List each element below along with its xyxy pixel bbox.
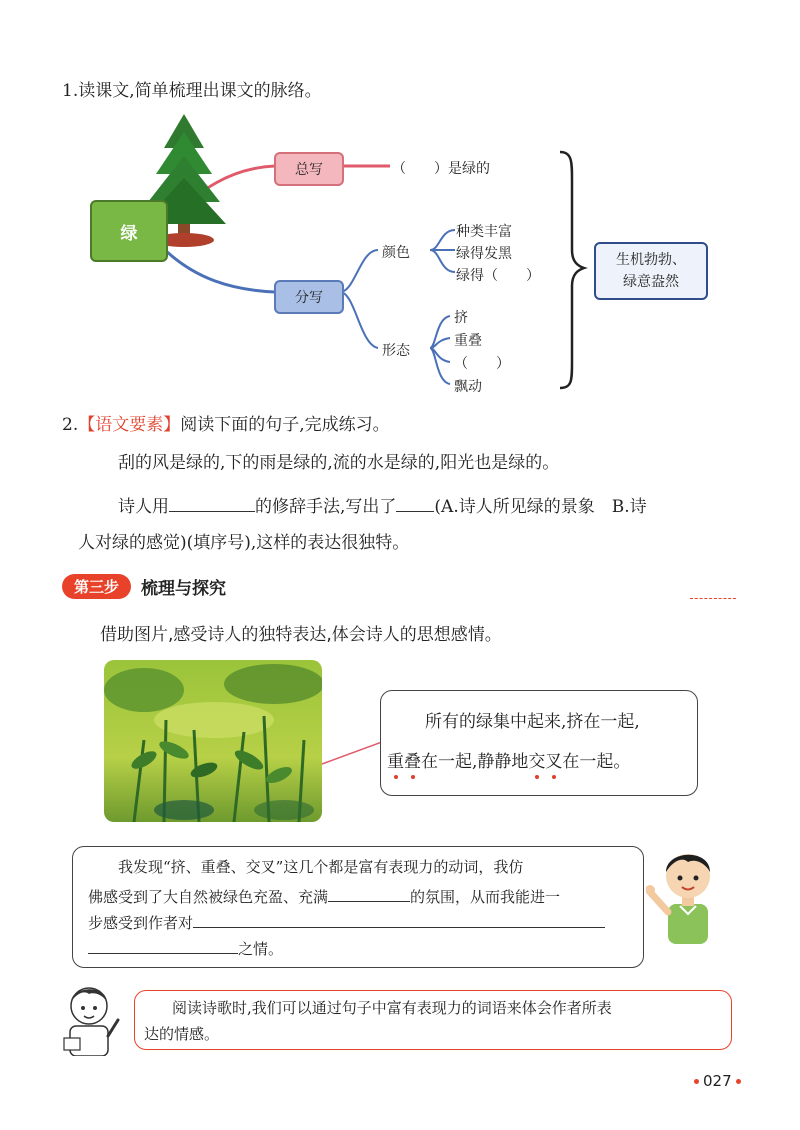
discovery-text: 的氛围，从而我能进一 (410, 888, 561, 906)
emphasis-char: 交 (528, 752, 546, 772)
boy-pointing-icon (646, 840, 730, 946)
dot-icon (694, 1079, 699, 1084)
map-yanse-item: 种类丰富 (456, 224, 512, 240)
map-summary-line: 生机勃勃、 (616, 252, 686, 268)
green-plants-image (104, 660, 322, 822)
speech-connector (320, 738, 384, 768)
discovery-text: 之情。 (238, 940, 284, 958)
map-label-yanse: 颜色 (382, 245, 410, 261)
emphasis-char: 重 (387, 752, 404, 772)
map-node-zongxie: 总写 (274, 152, 344, 186)
question-1-title: 1.读课文,简单梳理出课文的脉络。 (62, 81, 322, 101)
page-number-text: 027 (703, 1072, 732, 1090)
instruction: 借助图片,感受诗人的独特表达,体会诗人的思想感情。 (100, 625, 502, 645)
discovery-line-1: 我发现“挤、重叠、交叉”这几个都是富有表现力的动词，我仿 (118, 858, 524, 876)
quote-text: 在一起,静静地 (421, 752, 529, 772)
atmosphere-blank[interactable] (328, 887, 410, 902)
map-zongxie-text: （ ）是绿的 (392, 161, 490, 177)
page-number (694, 1072, 741, 1090)
option-blank[interactable] (396, 493, 434, 512)
discovery-text: 佛感受到了大自然被绿色充盈、充满 (88, 888, 329, 906)
map-xingtai-item: 飘动 (454, 379, 482, 395)
dot-icon (736, 1079, 741, 1084)
question-2-number: 2. (62, 415, 79, 435)
map-label-xingtai: 形态 (382, 343, 410, 359)
map-root-node: 绿 (90, 200, 168, 262)
quote-line-2 (387, 747, 630, 772)
tip-line-1: 阅读诗歌时,我们可以通过句子中富有表现力的词语来体会作者所表 (172, 999, 612, 1017)
map-yanse-item: 绿得（ ） (456, 268, 540, 284)
map-xingtai-item: （ ） (454, 356, 510, 372)
step-pill: 第三步 (62, 574, 131, 599)
map-xingtai-item: 重叠 (454, 333, 482, 349)
step-divider (690, 598, 736, 599)
boy-thinking-icon (56, 980, 128, 1056)
example-sentence: 刮的风是绿的,下的雨是绿的,流的水是绿的,阳光也是绿的。 (118, 453, 560, 473)
fill-line-2: 人对绿的感觉)(填序号),这样的表达很独特。 (78, 533, 410, 553)
emphasis-char: 叠 (404, 752, 421, 772)
map-summary-box (594, 242, 708, 300)
fill-text: 诗人用 (118, 497, 169, 517)
quote-text: 在一起。 (562, 752, 631, 772)
fill-text: (A.诗人所见绿的景象 B.诗 (434, 497, 647, 517)
fill-line-1 (118, 490, 647, 524)
emphasis-char: 叉 (545, 752, 563, 772)
discovery-line-4 (88, 932, 283, 966)
quote-bubble (380, 690, 698, 796)
discovery-text: 步感受到作者对 (88, 914, 194, 932)
question-2-text: 阅读下面的句子,完成练习。 (180, 415, 390, 435)
tip-line-2: 达的情感。 (144, 1025, 220, 1043)
map-xingtai-item: 挤 (454, 310, 468, 326)
step-title: 梳理与探究 (141, 578, 227, 599)
step-header (62, 573, 226, 599)
map-summary-line: 绿意盎然 (623, 274, 679, 290)
yuwen-yaosu-tag: 【语文要素】 (78, 415, 181, 435)
quote-line-1: 所有的绿集中起来,挤在一起, (425, 712, 640, 732)
feeling-blank[interactable] (193, 913, 605, 928)
map-yanse-item: 绿得发黑 (456, 246, 512, 262)
question-2-title (62, 410, 390, 435)
rhetoric-blank[interactable] (169, 493, 255, 512)
feeling-blank-2[interactable] (88, 939, 238, 954)
map-node-fenxie: 分写 (274, 280, 344, 314)
fill-text: 的修辞手法,写出了 (255, 497, 397, 517)
